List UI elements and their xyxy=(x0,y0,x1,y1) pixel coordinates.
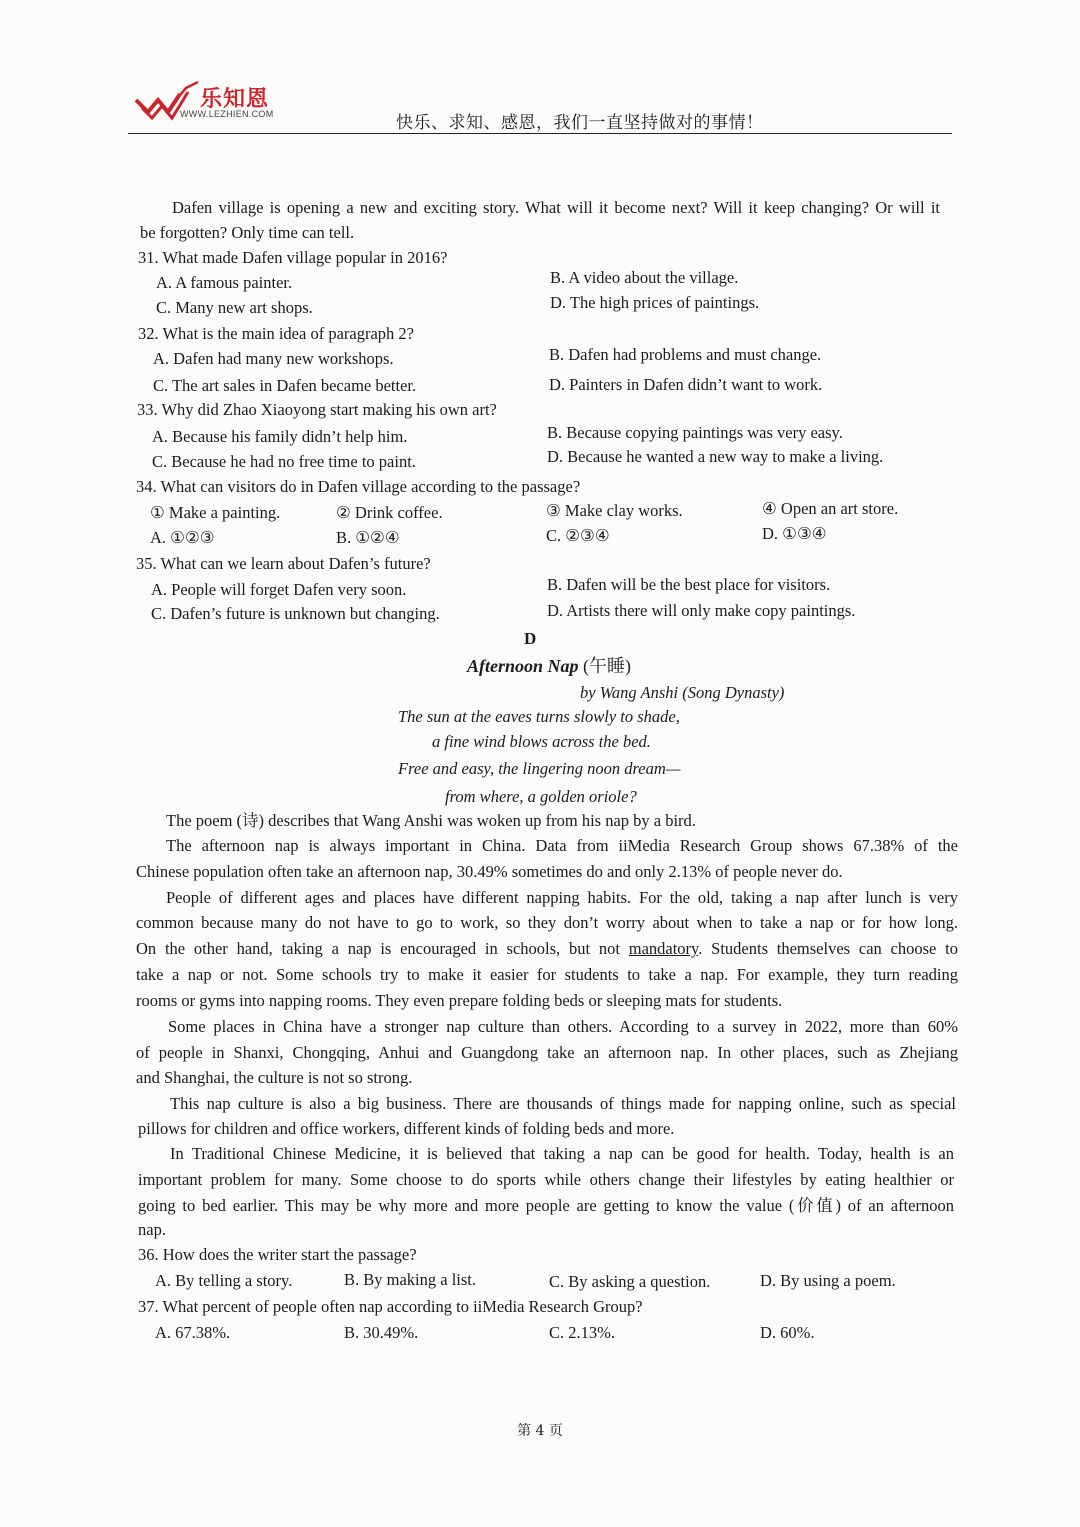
question-34-stem: 34. What can visitors do in Dafen village according to the passage? xyxy=(136,477,581,496)
logo-name: 乐知恩 xyxy=(200,87,270,112)
passage-d-p6-line-3: going to bed earlier. This may be why more and more people are getting to know the value (价值) of an afternoon xyxy=(138,1196,954,1215)
question-32-option-d[interactable]: D. Painters in Dafen didn’t want to work. xyxy=(549,375,823,394)
question-34-option-d[interactable]: D. ①③④ xyxy=(762,524,827,543)
passage-d-p3-line-2: common because many do not have to go to work, so they don’t worry about when to take a nap or for how long. xyxy=(136,913,958,932)
header-divider xyxy=(128,133,952,134)
question-35-stem: 35. What can we learn about Dafen’s future? xyxy=(136,554,431,573)
question-37-option-a[interactable]: A. 67.38%. xyxy=(155,1323,231,1342)
question-31-option-c[interactable]: C. Many new art shops. xyxy=(156,298,313,317)
passage-d-p3-line-5: rooms or gyms into napping rooms. They even prepare folding beds or sleeping mats for students. xyxy=(136,991,783,1010)
question-35-option-a[interactable]: A. People will forget Dafen very soon. xyxy=(151,580,407,599)
word-mandatory: mandatory xyxy=(628,939,699,958)
poem-title-cn: (午睡) xyxy=(578,656,632,676)
question-32-option-c[interactable]: C. The art sales in Dafen became better. xyxy=(153,376,417,395)
passage-d-p3-line-1: People of different ages and places have different napping habits. For the old, taking a nap after lunch is very xyxy=(166,888,958,907)
page-header xyxy=(0,0,1080,140)
question-35-option-d[interactable]: D. Artists there will only make copy paintings. xyxy=(547,601,856,620)
passage-c-line-2: be forgotten? Only time can tell. xyxy=(140,223,355,242)
question-37-option-d[interactable]: D. 60%. xyxy=(760,1323,815,1342)
logo-url: WWW.LEZHIEN.COM xyxy=(180,109,274,119)
passage-d-p5-line-2: pillows for children and office workers, different kinds of folding beds and more. xyxy=(138,1119,675,1138)
question-34-option-b[interactable]: B. ①②④ xyxy=(336,528,400,547)
passage-d-p3-line-3: On the other hand, taking a nap is encouraged in schools, but not mandatory. Students themselves can choose to xyxy=(136,939,958,958)
poem-line-3: Free and easy, the lingering noon dream— xyxy=(398,759,681,778)
question-34-item-2: ② Drink coffee. xyxy=(336,503,443,522)
question-36-option-b[interactable]: B. By making a list. xyxy=(344,1270,476,1289)
passage-c-line-1: Dafen village is opening a new and exciting story. What will it become next? Will it keep changing? Or will it xyxy=(172,198,940,217)
question-37-option-c[interactable]: C. 2.13%. xyxy=(549,1323,615,1342)
passage-d-p6-line-4: nap. xyxy=(138,1220,166,1239)
poem-author: by Wang Anshi (Song Dynasty) xyxy=(580,683,785,702)
page-number: 第 4 页 xyxy=(517,1423,563,1439)
question-36-option-d[interactable]: D. By using a poem. xyxy=(760,1271,896,1290)
passage-d-p3-line-4: take a nap or not. Some schools try to make it easier for students to take a nap. For example, they turn reading xyxy=(136,965,958,984)
poem-title-en: Afternoon Nap xyxy=(467,656,579,676)
question-33-option-b[interactable]: B. Because copying paintings was very easy. xyxy=(547,423,843,442)
passage-d-p5-line-1: This nap culture is also a big business. There are thousands of things made for napping online, such as special xyxy=(170,1094,956,1113)
section-d-letter: D xyxy=(524,629,537,648)
question-32-option-a[interactable]: A. Dafen had many new workshops. xyxy=(153,349,394,368)
question-31-option-d[interactable]: D. The high prices of paintings. xyxy=(550,293,760,312)
passage-d-p2-line-1: The afternoon nap is always important in China. Data from iiMedia Research Group shows 67.38% of the xyxy=(166,836,958,855)
question-32-option-b[interactable]: B. Dafen had problems and must change. xyxy=(549,345,822,364)
question-37-option-b[interactable]: B. 30.49%. xyxy=(344,1323,419,1342)
question-36-option-c[interactable]: C. By asking a question. xyxy=(549,1272,711,1291)
question-34-item-1: ① Make a painting. xyxy=(150,503,281,522)
question-35-option-c[interactable]: C. Dafen’s future is unknown but changing. xyxy=(151,604,440,623)
question-33-option-d[interactable]: D. Because he wanted a new way to make a living. xyxy=(547,447,884,466)
passage-d-p6-line-2: important problem for many. Some choose to do sports while others change their lifestyles by eating healthier or xyxy=(138,1170,954,1189)
question-33-option-c[interactable]: C. Because he had no free time to paint. xyxy=(152,452,416,471)
question-31-stem: 31. What made Dafen village popular in 2016? xyxy=(138,248,448,267)
passage-d-p1: The poem (诗) describes that Wang Anshi was woken up from his nap by a bird. xyxy=(166,811,696,830)
passage-d-p6-line-1: In Traditional Chinese Medicine, it is believed that taking a nap can be good for health. Today, health is an xyxy=(170,1144,954,1163)
question-33-option-a[interactable]: A. Because his family didn’t help him. xyxy=(152,427,408,446)
question-32-stem: 32. What is the main idea of paragraph 2? xyxy=(138,324,414,343)
passage-d-p2-line-2: Chinese population often take an afternoon nap, 30.49% sometimes do and only 2.13% of people never do. xyxy=(136,862,843,881)
passage-d-p4-line-3: and Shanghai, the culture is not so strong. xyxy=(136,1068,413,1087)
question-36-stem: 36. How does the writer start the passage? xyxy=(138,1245,417,1264)
question-37-stem: 37. What percent of people often nap according to iiMedia Research Group? xyxy=(138,1297,643,1316)
poem-line-1: The sun at the eaves turns slowly to shade, xyxy=(398,707,680,726)
question-31-option-b[interactable]: B. A video about the village. xyxy=(550,268,739,287)
question-34-item-3: ③ Make clay works. xyxy=(546,501,683,520)
question-33-stem: 33. Why did Zhao Xiaoyong start making his own art? xyxy=(137,400,497,419)
question-34-item-4: ④ Open an art store. xyxy=(762,499,899,518)
question-35-option-b[interactable]: B. Dafen will be the best place for visitors. xyxy=(547,575,831,594)
poem-line-4: from where, a golden oriole? xyxy=(445,787,637,806)
passage-d-p4-line-2: of people in Shanxi, Chongqing, Anhui and Guangdong take an afternoon nap. In other places, such as Zhejiang xyxy=(136,1043,958,1062)
question-34-option-c[interactable]: C. ②③④ xyxy=(546,526,610,545)
question-31-option-a[interactable]: A. A famous painter. xyxy=(156,273,293,292)
poem-title xyxy=(467,657,631,675)
question-36-option-a[interactable]: A. By telling a story. xyxy=(155,1271,293,1290)
poem-line-2: a fine wind blows across the bed. xyxy=(432,732,651,751)
question-34-option-a[interactable]: A. ①②③ xyxy=(150,528,215,547)
passage-d-p4-line-1: Some places in China have a stronger nap culture than others. According to a survey in 2022, more than 60% xyxy=(168,1017,958,1036)
header-slogan: 快乐、求知、感恩，我们一直坚持做对的事情！ xyxy=(396,113,764,133)
